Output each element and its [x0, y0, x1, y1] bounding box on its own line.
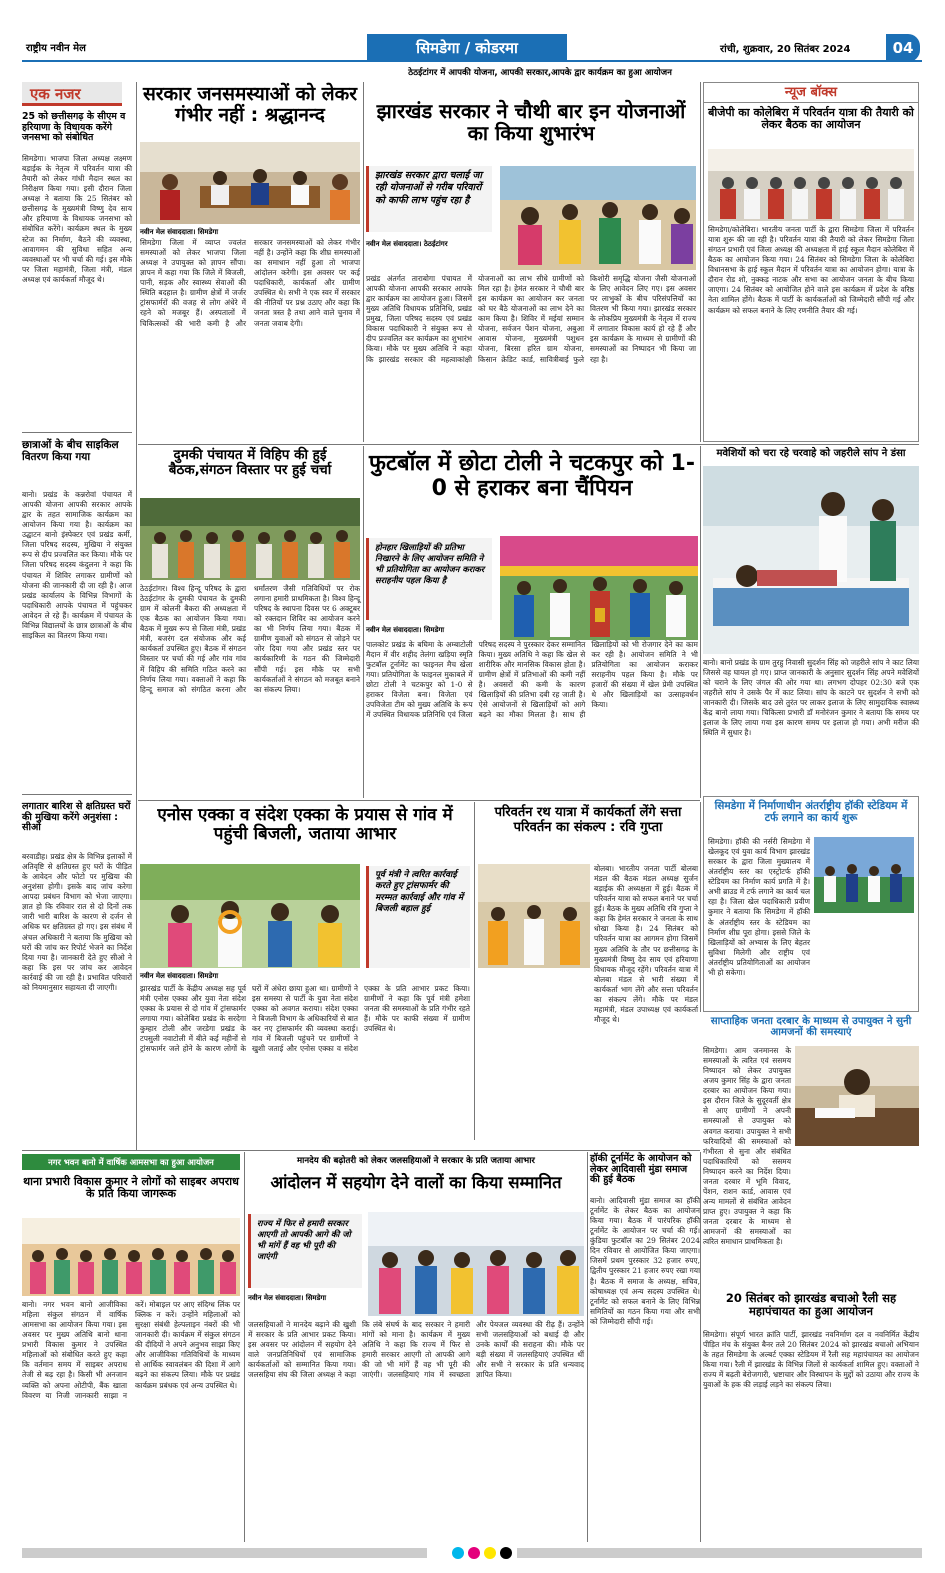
- parivartan-headline: परिवर्तन रथ यात्रा में कार्यकर्ता लेंगे सत्ता परिवर्तन का संकल्प : रवि गुप्ता: [494, 805, 682, 835]
- felicitation-photo: [368, 1212, 584, 1316]
- parivartan-body: बोलबा। भारतीय जनता पार्टी बोलबा मंडल की बैठक मंडल अध्यक्ष सुर्जन बड़ाईक की अध्यक्षता में हुई। बैठक में परिवर्तन यात्रा को सफल बनाने पर चर्चा हुई। बैठक के मुख्य अतिथि रवि गुप्ता ने कहा कि हेमंत सरकार ने जनता के साथ धोखा किया है। 24 सितंबर को परिवर्तन यात्रा का आगमन होगा जिसमें मुख्य अतिथि के तौर पर छत्तीसगढ़ के मुख्यमंत्री विष्णु देव साय एवं हरियाणा विधायक मौजूद रहेंगे। परिवर्तन यात्रा में बोलबा मंडल से भारी संख्या में कार्यकर्ता भाग लेंगे और सत्ता परिवर्तन का संकल्प लेंगे। मौके पर मंडल महामंत्री, मंडल उपाध्यक्ष एवं कार्यकर्ता मौजूद थे।: [594, 864, 699, 1024]
- column-rule: [700, 802, 701, 1012]
- left-story1-body: सिमडेगा। भाजपा जिला अध्यक्ष लक्ष्मण बड़ाईक के नेतृत्व में परिवर्तन यात्रा की तैयारी को लेकर गांधी मैदान स्थल का निरीक्षण किया गया। इसी दौरान जिला अध्यक्ष ने बताया कि 25 सितंबर को छत्तीसगढ़ के मुख्यमंत्री विष्णु देव साय और हरियाणा के विधायक जनसभा को संबोधित करेंगे। कार्यक्रम स्थल के मुख्य स्टेज का निर्माण, बैठने की व्यवस्था, आवागमन की सुविधा सहित अन्य व्यवस्थाओं पर भी चर्चा की गई। इस मौके पर जिला महामंत्री, जिला मंत्री, मंडल अध्यक्ष एवं कार्यकर्ता मौजूद थे।: [22, 154, 132, 284]
- hospital-photo: [703, 466, 919, 654]
- masthead: [22, 34, 922, 62]
- column-rule: [474, 802, 475, 1140]
- column-rule: [363, 82, 364, 442]
- column-rule: [136, 82, 137, 1150]
- news-box: [703, 82, 919, 442]
- column-rule: [244, 1152, 245, 1542]
- color-swatch: [452, 1547, 464, 1559]
- divider: [22, 794, 132, 795]
- cyber-body: बानो। नगर भवन बानो आजीविका महिला संकुल संगठन में वार्षिक आमसभा का आयोजन किया गया। इस अवसर पर मुख्य अतिथि बानो थाना प्रभारी विकास कुमार ने उपस्थित महिलाओं को संबोधित करते हुए कहा कि वर्तमान समय में साइबर अपराध तेजी से बढ़ रहा है। किसी भी अनजान व्यक्ति को अपना ओटीपी, बैंक खाता विवरण या निजी जानकारी साझा न करें। मोबाइल पर आए संदिग्ध लिंक पर क्लिक न करें। उन्होंने महिलाओं को सुरक्षा संबंधी हेल्पलाइन नंबरों की भी जानकारी दी। कार्यक्रम में संकुल संगठन की दीदियों ने अपने अनुभव साझा किए और आजीविका गतिविधियों के माध्यम से आर्थिक स्वावलंबन की दिशा में आगे बढ़ने का संकल्प लिया। मौके पर प्रखंड कार्यक्रम प्रबंधक एवं अन्य उपस्थित थे।: [22, 1300, 240, 1400]
- cyber-headline: थाना प्रभारी विकास कुमार ने लोगों को साइबर अपराध के प्रति किया जागरूक: [23, 1175, 239, 1201]
- janta-darbar-headline: साप्ताहिक जनता दरबार के माध्यम से उपायुक्त ने सुनी आमजनों की समस्याएं: [710, 1016, 912, 1039]
- top-center-pullquote: झारखंड सरकार द्वारा चलाई जा रही योजनाओं से गरीब परिवारों को काफी लाभ पहुंच रहा है: [366, 166, 492, 232]
- column-rule: [700, 82, 701, 442]
- dateline: रांची, शुक्रवार, 20 सितंबर 2024: [720, 44, 851, 55]
- top-center-headline: झारखंड सरकार ने चौथी बार इन योजनाओं का किया शुभारंभ: [376, 99, 686, 146]
- hockey-stadium-photo: [814, 837, 914, 913]
- news-box-headline: बीजेपी का कोलेबिरा में परिवर्तन यात्रा की तैयारी को लेकर बैठक का आयोजन: [708, 106, 914, 132]
- top-left-caption: नवीन मेल संवाददाता। सिमडेगा: [140, 228, 219, 236]
- jalsahiya-top-strip: मानदेय की बढ़ोतरी को लेकर जलसहियाओं ने सरकार के प्रति जताया आभार: [297, 1156, 535, 1166]
- top-strip: ठेठईटांगर में आपकी योजना, आपकी सरकार,आपके द्वार कार्यक्रम का हुआ आयोजन: [408, 68, 672, 78]
- snake-headline: मवेशियों को चरा रहे चरवाहे को जहरीले सांप ने डंसा: [716, 448, 906, 459]
- column-rule: [363, 446, 364, 798]
- jalsahiya-caption: नवीन मेल संवाददाता। सिमडेगा: [248, 1294, 327, 1302]
- footer-bar: [22, 1548, 922, 1558]
- column-rule: [700, 446, 701, 798]
- jalsahiya-headline: आंदोलन में सहयोग देने वालों का किया सम्मानित: [270, 1173, 562, 1192]
- column-rule: [587, 1152, 588, 1542]
- hockey-tournament-body: बानो। आदिवासी मुंडा समाज का हॉकी टूर्नामेंट के लेकर बैठक का आयोजन किया गया। बैठक में पारंपरिक हॉकी टूर्नामेंट के आयोजन पर चर्चा की गई। कुंडिया फुटबॉल का 29 सितंबर 2024 दिन रविवार से आयोजित किया जाएगा। जिसमें प्रथम पुरस्कार 32 हजार रुपए, द्वितीय पुरस्कार 21 हजार रुपए रखा गया है। बैठक में समाज के अध्यक्ष, सचिव, कोषाध्यक्ष एवं अन्य सदस्य उपस्थित थे। टूर्नामेंट को सफल बनाने के लिए विभिन्न समितियों का गठन किया गया और सभी को जिम्मेदारी सौंपी गई।: [590, 1196, 700, 1326]
- enos-headline: एनोस एक्का व संदेश एक्का के प्रयास से गांव में पहुंची बिजली, जताया आभार: [157, 805, 453, 845]
- kolebira-meeting-photo: [708, 149, 914, 221]
- left-story2-headline: छात्राओं के बीच साइकिल वितरण किया गया: [22, 439, 119, 463]
- janta-darbar-body: सिमडेगा। आम जनमानस के समस्याओं के त्वरित एवं ससमय निष्पादन को लेकर उपायुक्त अजय कुमार सिंह के द्वारा जनता दरबार का आयोजन किया गया। इस दौरान जिले के सुदूरवर्ती क्षेत्र से आए ग्रामीणों ने अपनी समस्याओं से उपायुक्त को अवगत कराया। उपायुक्त ने सभी फरियादियों की समस्याओं को गंभीरता से सुना और संबंधित पदाधिकारियों को ससमय निष्पादन करने का निर्देश दिया। जनता दरबार में भूमि विवाद, पेंशन, राशन कार्ड, आवास एवं अन्य मामलों से संबंधित आवेदन प्राप्त हुए। उपायुक्त ने कहा कि जनता दरबार के माध्यम से आमजनों की समस्याओं का त्वरित समाधान प्राथमिकता है।: [703, 1046, 791, 1247]
- color-swatch: [500, 1547, 512, 1559]
- hockey-body: सिमडेगा। हॉकी की नर्सरी सिमडेगा में खेलकूद एवं युवा कार्य विभाग झारखंड सरकार के द्वारा जिला मुख्यालय में अंतर्राष्ट्रीय स्तर का एस्ट्रोटर्फ हॉकी स्टेडियम का निर्माण कार्य प्रगति में है। अभी ब्राउड में टर्फ लगाने का कार्य चल रहा है। जिला खेल पदाधिकारी प्रवीण कुमार ने बताया कि सिमडेगा में हॉकी के अंतर्राष्ट्रीय स्तर के स्टेडियम का निर्माण शीघ्र पूरा होगा। इससे जिले के खिलाड़ियों को अभ्यास के लिए बेहतर सुविधा मिलेगी और राष्ट्रीय एवं अंतर्राष्ट्रीय प्रतियोगिताओं का आयोजन भी हो सकेगा।: [708, 837, 810, 977]
- meeting-hall-photo: [22, 1218, 240, 1296]
- rally-body: सिमडेगा। संपूर्ण भारत क्रांति पार्टी, झारखंड नवनिर्माण दल व नवनिर्मित केंद्रीय पीड़ित मंच के संयुक्त बैनर तले 20 सितंबर 2024 को झारखंड बचाओ अभियान के तहत सिमडेगा के अल्बर्ट एक्का स्टेडियम में रैली सह महापंचायत का आयोजन किया गया। रैली में झारखंड के विभिन्न जिलों से कार्यकर्ता शामिल हुए। वक्ताओं ने राज्य में बढ़ती बेरोजगारी, भ्रष्टाचार और विस्थापन के मुद्दों को उठाया और राज्य के युवाओं के हक की लड़ाई लड़ने का संकल्प लिया।: [703, 1330, 919, 1390]
- vhp-body: ठेठईटांगर। विश्व हिन्दू परिषद के द्वारा ठेठईटांगर के दुमकी पंचायत के दुमकी ग्राम में कोलनी बैकरा की अध्यक्षता में एक बैठक का आयोजन किया गया। बैठक में मुख्य रूप से जिला मंत्री, प्रखंड मंत्री, बजरंग दल संयोजक और कई कार्यकर्ता उपस्थित हुए। बैठक में संगठन विस्तार पर चर्चा की गई और गांव गांव में विहिप की समिति गठित करने का निर्णय लिया गया। वक्ताओं ने कहा कि हिन्दू समाज को संगठित करना और धर्मांतरण जैसी गतिविधियों पर रोक लगाना हमारी प्राथमिकता है। विश्व हिन्दू परिषद के स्थापना दिवस पर 6 अक्टूबर को रक्तदान शिविर का आयोजन करने का भी निर्णय लिया गया। बैठक में ग्रामीण युवाओं को संगठन से जोड़ने पर जोर दिया गया और प्रखंड स्तर पर कार्यकारिणी के गठन की जिम्मेदारी सौंपी गई। इस मौके पर सभी कार्यकर्ताओं ने संगठन को मजबूत बनाने का संकल्प लिया।: [140, 584, 360, 694]
- nagar-bhawan-banner: नगर भवन बानो में वार्षिक आमसभा का हुआ आयोजन: [22, 1154, 240, 1170]
- hockey-tournament-headline: हॉकी टूर्नामेंट के आयोजन को लेकर आदिवासी मुंडा समाज की हुई बैठक: [590, 1153, 692, 1186]
- enos-caption: नवीन मेल संवाददाता। सिमडेगा: [140, 972, 219, 980]
- section-title: सिमडेगा / कोडरमा: [367, 34, 567, 62]
- collector-photo: [795, 1046, 919, 1146]
- top-center-body: प्रखंड अंतर्गत ताराबोगा पंचायत में आपकी योजना आपकी सरकार आपके द्वार कार्यक्रम का आयोजन हुआ। जिसमें मुख्य अतिथि विधायक प्रतिनिधि, प्रखंड प्रमुख, जिला परिषद सदस्य एवं प्रखंड विकास पदाधिकारी ने संयुक्त रूप से दीप प्रज्वलित कर कार्यक्रम का शुभारंभ किया। मौके पर मुख्य अतिथि ने कहा कि झारखंड सरकार की महत्वाकांक्षी योजनाओं का लाभ सीधे ग्रामीणों को मिल रहा है। हेमंत सरकार ने चौथी बार इस कार्यक्रम का आयोजन कर जनता को घर बैठे योजनाओं का लाभ देने का काम किया है। शिविर में मईयां सम्मान योजना, सर्वजन पेंशन योजना, अबुआ आवास योजना, मुख्यमंत्री पशुधन योजना, बिरसा हरित ग्राम योजना, किसान क्रेडिट कार्ड, सावित्रीबाई फुले किशोरी समृद्धि योजना जैसी योजनाओं के लिए आवेदन लिए गए। इस अवसर पर लाभुकों के बीच परिसंपत्तियों का वितरण भी किया गया। झारखंड सरकार के लोकप्रिय मुख्यमंत्री के नेतृत्व में राज्य में लगातार विकास कार्य हो रहे हैं और इस कार्यक्रम के माध्यम से ग्रामीणों की समस्याओं का निष्पादन भी किया जा रहा है।: [366, 274, 696, 364]
- section-divider: [138, 800, 700, 801]
- football-prize-photo: [500, 536, 698, 640]
- vhp-meeting-photo: [140, 498, 360, 580]
- top-left-headline: सरकार जनसमस्याओं को लेकर गंभीर नहीं : श्रद्धानन्द: [142, 83, 358, 127]
- hockey-headline: सिमडेगा में निर्माणाधीन अंतर्राष्ट्रीय हॉकी स्टेडियम में टर्फ लगाने का कार्य शुरू: [714, 800, 908, 824]
- meeting-photo: [140, 142, 360, 224]
- color-swatch: [468, 1547, 480, 1559]
- garland-photo: [140, 864, 360, 968]
- janta-darbar-box: [703, 1016, 919, 1286]
- paper-name: राष्ट्रीय नवीन मेल: [26, 43, 86, 54]
- news-box-title: न्यूज बॉक्स: [704, 83, 918, 103]
- left-story3-body: बरवाडीह। प्रखंड क्षेत्र के विभिन्न इलाकों में अतिवृष्टि से क्षतिग्रस्त हुए घरों के पीड़ित के आवेदन और फोटो पर मुखिया की अनुशंसा होगी। इसके बाद जांच करेगा आपदा प्रबंधन विभाग को भेजा जाएगा। ज्ञात हो कि रविवार रात से दो दिनों तक जारी भारी बारिश के कारण से दर्जन से अधिक घर क्षतिग्रस्त हो गए। इस संबंध में अंचल अधिकारी ने बताया कि मुखिया को घरों की जांच कर रिपोर्ट भेजने का निर्देश दिया गया है। जानकारी देते हुए सीओ ने कहा कि इस पर जांच कर आवेदन कार्रवाई की जा रही है। प्रभावित परिवारों को नियमानुसार सहायता दी जाएगी।: [22, 852, 132, 992]
- football-pullquote: होनहार खिलाड़ियों की प्रतिभा निखारने के लिए आयोजन समिति ने भी प्रतियोगिता का आयोजन कराकर सराहनीय पहल किया है: [366, 538, 492, 620]
- rally-headline: 20 सितंबर को झारखंड बचाओ रैली सह महापंचायत का हुआ आयोजन: [725, 1291, 897, 1318]
- left-column: [22, 82, 134, 1150]
- top-left-body: सिमडेगा जिला में व्याप्त ज्वलंत समस्याओं को लेकर भाजपा जिला अध्यक्ष ने उपायुक्त को ज्ञापन सौंपा। ज्ञापन में कहा गया कि जिले में बिजली, पानी, सड़क और स्वास्थ्य सेवाओं की स्थिति बदहाल है। ग्रामीण क्षेत्रों में जर्जर ट्रांसफार्मरों की वजह से लोग अंधेरे में रहने को मजबूर हैं। अस्पतालों में चिकित्सकों की भारी कमी है और सरकार जनसमस्याओं को लेकर गंभीर नहीं है। उन्होंने कहा कि शीघ्र समस्याओं का समाधान नहीं हुआ तो भाजपा आंदोलन करेगी। इस अवसर पर कई पदाधिकारी, कार्यकर्ता और ग्रामीण उपस्थित थे। सभी ने एक स्वर में सरकार की नीतियों पर प्रश्न उठाए और कहा कि जनता त्रस्त है तथा आने वाले चुनाव में जनता जवाब देगी।: [140, 238, 360, 328]
- snake-body: बानो। बानो प्रखंड के ग्राम तुरहु निवासी सुदर्शन सिंह को जहरीले सांप ने काट लिया जिससे वह घायल हो गए। प्राप्त जानकारी के अनुसार सुदर्शन सिंह अपने मवेशियों को चराने के लिए जंगल की ओर गया था। लगभग दोपहर 02:30 बजे एक जहरीले सांप ने उसके पैर में काट लिया। सांप के काटने पर सुदर्शन ने सभी को जानकारी दी। जिसके बाद उसे तुरंत पर लाकर इलाज के लिए सामुदायिक स्वास्थ्य केंद्र बानो लाया गया। चिकित्सा प्रभारी डॉ मनोरंजन कुमार ने बताया कि समय पर इलाज के लिए लाया गया इस कारण समय पर इलाज हो गया। अभी मरीज की स्थिति में सुधार है।: [703, 658, 919, 738]
- enos-pullquote: पूर्व मंत्री ने त्वरित कार्रवाई करते हुए ट्रांसफार्मर की मरम्मत कार्रवाई और गांव में बिजली बहाल हुई: [366, 866, 470, 968]
- jalsahiya-body: जलसहियाओं ने मानदेय बढ़ाने की खुशी में सरकार के प्रति आभार प्रकट किया। इस अवसर पर आंदोलन में सहयोग देने वाले जनप्रतिनिधियों एवं सामाजिक कार्यकर्ताओं को सम्मानित किया गया। जलसहिया संघ की जिला अध्यक्ष ने कहा कि लंबे संघर्ष के बाद सरकार ने हमारी मांगों को माना है। कार्यक्रम में मुख्य अतिथि ने कहा कि राज्य में फिर से हमारी सरकार आएगी तो आपकी आगे की जो भी मांगें हैं वह भी पूरी की जाएंगी। जलसहियाएं गांव में स्वच्छता और पेयजल व्यवस्था की रीढ़ हैं। उन्होंने सभी जलसहियाओं को बधाई दी और उनके कार्यों की सराहना की। मौके पर बड़ी संख्या में जलसहियाएं उपस्थित थीं और सभी ने सरकार के प्रति धन्यवाद ज्ञापित किया।: [248, 1320, 584, 1380]
- football-headline: फुटबॉल में छोटा टोली ने चटकपुर को 1-0 से हराकर बना चैंपियन: [369, 451, 695, 501]
- left-story1-headline: 25 को छत्तीसगढ़ के सीएम व हरियाणा के विधायक करेंगे जनसभा को संबोधित: [22, 111, 126, 144]
- color-swatch: [484, 1547, 496, 1559]
- hockey-body-cont: [708, 917, 914, 1007]
- section-divider: [22, 1150, 700, 1151]
- ek-nazar-tag: एक नजर: [22, 82, 122, 106]
- left-story2-body: बानो। प्रखंड के कन्नरोवां पंचायत में आपकी योजना आपकी सरकार आपके द्वार के तहत सामाजिक कार्यक्रम का आयोजन किया गया है। कार्यक्रम का उद्घाटन बानो इंस्पेक्टर एवं प्रखंड कर्मी, जिला परिषद सदस्य, मुखिया ने संयुक्त रूप से दीप प्रज्वलित कर किया। मौके पर जिला परिषद सदस्य कंदुलना ने कहा कि पंचायत में शिविर लगाकर ग्रामीणों को योजना की जानकारी दी जा रही है। आज प्रखंड कार्यालय के विभिन्न विभागों के पदाधिकारी आपके पंचायत में पहुंचकर आवेदन ले रहे हैं। कार्यक्रम में पंचायत के विभिन्न विद्यालयों के छात्र छात्राओं के बीच साइकिल का वितरण किया गया।: [22, 490, 132, 640]
- football-body: पालकोट प्रखंड के बघिमा के अम्बाटोली मैदान में वीर शहीद तेलंगा खड़िया स्मृति फुटबॉल टूर्नामेंट का फाइनल मैच खेला गया। प्रतियोगिता के फाइनल मुकाबले में छोटा टोली ने चटकपुर को 1-0 से हराकर विजेता बना। विजेता एवं उपविजेता टीम को मुख्य अतिथि के रूप में उपस्थित विधायक प्रतिनिधि एवं जिला परिषद सदस्य ने पुरस्कार देकर सम्मानित किया। मुख्य अतिथि ने कहा कि खेल से शारीरिक और मानसिक विकास होता है। ग्रामीण क्षेत्रों में प्रतिभाओं की कमी नहीं है। अवसरों की कमी के कारण खिलाड़ियों की प्रतिभा दबी रह जाती है। ऐसे आयोजनों से खिलाड़ियों को आगे बढ़ने का मौका मिलता है। साथ ही खिलाड़ियों को भी रोजगार देने का काम कर रही है। आयोजन समिति ने भी प्रतियोगिता का आयोजन कराकर सराहनीय पहल किया है। मौके पर हजारों की संख्या में खेल प्रेमी उपस्थित थे और खिलाड़ियों का उत्साहवर्धन किया।: [366, 640, 698, 720]
- football-caption: नवीन मेल संवाददाता। सिमडेगा: [366, 626, 445, 634]
- page-number: 04: [886, 34, 920, 62]
- column-rule: [700, 1152, 701, 1542]
- vhp-headline: दुमकी पंचायत में विहिप की हुई बैठक,संगठन विस्तार पर हुई चर्चा: [168, 447, 332, 479]
- divider: [22, 432, 132, 433]
- top-center-caption: नवीन मेल संवाददाता। ठेठईटांगर: [366, 240, 448, 248]
- parivartan-meeting-photo: [478, 864, 590, 968]
- hockey-box: [703, 796, 919, 1012]
- enos-body: झारखंड पार्टी के केंद्रीय अध्यक्ष सह पूर्व मंत्री एनोस एक्का और युवा नेता संदेश एक्का के प्रयास से दो गांव में ट्रांसफार्मर लगाया गया। कोलेबिरा प्रखंड के सरदेगा कुम्हार टोली और जरडेगा प्रखंड के टपसुली नवाटोली में बीते कई महीनों से ट्रांसफार्मर जले होने के कारण लोगों के घरों में अंधेरा छाया हुआ था। ग्रामीणों ने इस समस्या से पार्टी के युवा नेता संदेश एक्का को अवगत कराया। संदेश एक्का ने बिजली विभाग के अधिकारियों से बात कर नए ट्रांसफार्मर की व्यवस्था कराई। गांव में बिजली पहुंचने पर ग्रामीणों ने खुशी जताई और एनोस एक्का व संदेश एक्का के प्रति आभार प्रकट किया। ग्रामीणों ने कहा कि पूर्व मंत्री हमेशा जनता की समस्याओं के प्रति गंभीर रहते हैं। मौके पर काफी संख्या में ग्रामीण उपस्थित थे।: [140, 984, 470, 1054]
- jalsahiya-pullquote: राज्य में फिर से हमारी सरकार आएगी तो आपकी आगे की जो भी मांगें हैं वह भी पूरी की जाएंगी: [248, 1214, 362, 1288]
- left-story3-headline: लगातार बारिश से क्षतिग्रस्त घरों की मुखिया करेंगे अनुशंसा : सीओ: [22, 801, 131, 834]
- section-divider: [138, 444, 919, 445]
- news-box-body: सिमडेगा/कोलेबिरा। भारतीय जनता पार्टी के द्वारा सिमडेगा जिला में परिवर्तन यात्रा शुरू की जा रही है। परिवर्तन यात्रा की तैयारी को लेकर सिमडेगा जिला संगठन प्रभारी एवं जिला अध्यक्ष की अध्यक्षता में हाई स्कूल मैदान कोलेबिरा में बैठक का आयोजन किया गया। 24 सितंबर को सिमडेगा जिला के कोलेबिरा विधानसभा के हाई स्कूल मैदान में परिवर्तन यात्रा का आयोजन होगा। यात्रा के दौरान रोड शो, नुक्कड़ नाटक और सभा का आयोजन जनता के बीच किया जाएगा। 24 सितंबर को आयोजित होने वाले इस कार्यक्रम में प्रदेश के वरिष्ठ नेता शामिल होंगे। बैठक में पार्टी के कार्यकर्ताओं को जिम्मेदारी सौंपी गई और कार्यक्रम को सफल बनाने के लिए रणनीति तैयार की गई।: [708, 225, 914, 315]
